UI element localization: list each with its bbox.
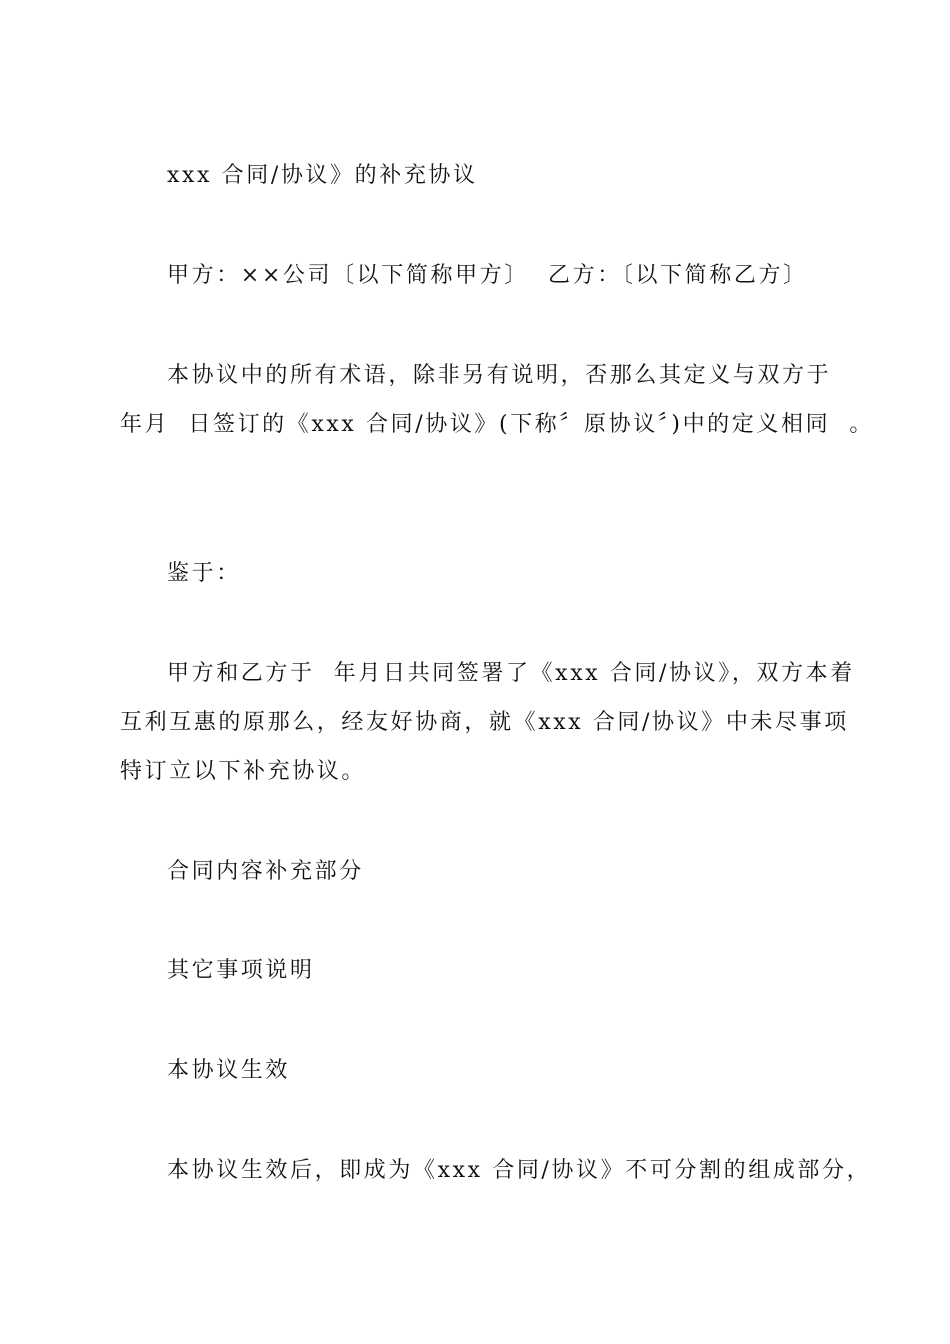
whereas-heading: 鉴于：: [167, 561, 241, 586]
section-other-heading: 其它事项说明: [167, 958, 315, 983]
whereas-body-line-2: 互利互惠的原那么，经友好协商，就《xxx 合同/协议》中未尽事项: [120, 710, 849, 735]
effect-body-line: 本协议生效后，即成为《xxx 合同/协议》不可分割的组成部分，: [167, 1158, 872, 1183]
parties-line: 甲方：××公司〔以下简称甲方〕 乙方：〔以下简称乙方〕: [167, 263, 808, 288]
whereas-body-line-1: 甲方和乙方于 年月日共同签署了《xxx 合同/协议》，双方本着: [167, 661, 855, 686]
definitions-line-2: 年月 日签订的《xxx 合同/协议》(下称〞原协议〞)中的定义相同 。: [120, 412, 874, 437]
section-content-heading: 合同内容补充部分: [167, 859, 364, 884]
definitions-line-1: 本协议中的所有术语，除非另有说明，否那么其定义与双方于: [167, 363, 832, 388]
document-title: xxx 合同/协议》的补充协议: [167, 163, 478, 188]
section-effect-heading: 本协议生效: [167, 1058, 291, 1083]
whereas-body-line-3: 特订立以下补充协议。: [120, 759, 367, 784]
